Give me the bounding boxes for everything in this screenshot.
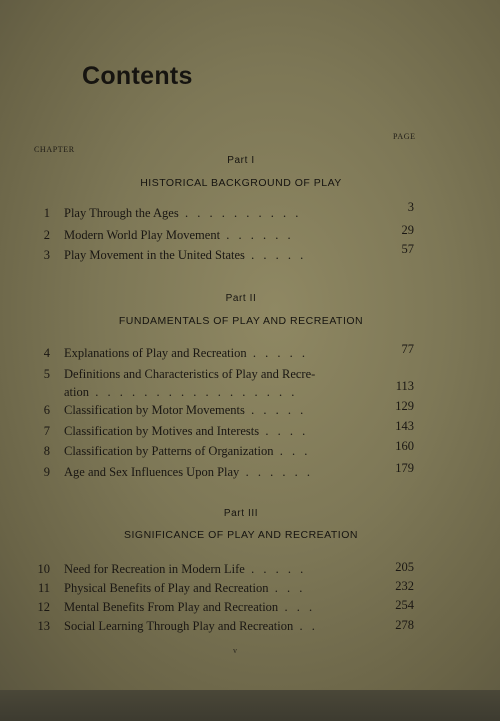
chapter-number: 1: [43, 206, 50, 220]
part-1-title: HISTORICAL BACKGROUND OF PLAY: [140, 177, 342, 189]
chapter-title: Age and Sex Influences Upon Play . . . . . .: [64, 465, 313, 479]
dot-leader: . . . . . . . . . . . . . . . . .: [95, 385, 298, 399]
chapter-title: Social Learning Through Play and Recreation . .: [64, 619, 318, 633]
chapter-page: 129: [395, 399, 414, 413]
chapter-column-label: CHAPTER: [34, 145, 75, 154]
chapter-title: Physical Benefits of Play and Recreation . . .: [64, 581, 306, 595]
dot-leader: . . . . . .: [245, 465, 313, 479]
chapter-page: 179: [395, 461, 414, 475]
chapter-title: Definitions and Characteristics of Play and Recre-: [64, 367, 316, 381]
dot-leader: . . .: [279, 444, 311, 458]
toc-entry-8: [0, 439, 500, 464]
chapter-page: 205: [395, 560, 414, 574]
chapter-number: 2: [43, 228, 50, 242]
toc-entry-2: [0, 223, 500, 248]
chapter-page: 113: [395, 379, 414, 393]
page-signature-mark: v: [233, 646, 237, 655]
chapter-title: Classification by Motives and Interests . . . .: [64, 424, 309, 438]
chapter-title: Modern World Play Movement . . . . . .: [64, 228, 294, 242]
chapter-number: 10: [37, 562, 50, 576]
dot-leader: . . . . . . . . . .: [184, 206, 302, 220]
toc-entry-1: [0, 200, 500, 226]
chapter-title: Mental Benefits From Play and Recreation . . .: [64, 600, 316, 614]
dot-leader: . . .: [284, 600, 316, 614]
chapter-number: 11: [37, 581, 50, 595]
chapter-number: 6: [43, 403, 50, 417]
chapter-page: 77: [401, 342, 414, 356]
chapter-page: 143: [395, 419, 414, 433]
chapter-number: 5: [43, 367, 50, 381]
chapter-number: 8: [43, 444, 50, 458]
page-column-label: PAGE: [393, 132, 416, 141]
chapter-page: 57: [401, 242, 414, 256]
chapter-number: 13: [37, 619, 50, 633]
chapter-title: Classification by Patterns of Organization . . .: [64, 444, 311, 458]
chapter-number: 3: [43, 248, 50, 262]
dot-leader: . . . . .: [252, 346, 308, 360]
chapter-page: 278: [395, 618, 414, 632]
chapter-title: Play Through the Ages . . . . . . . . . .: [64, 206, 302, 220]
chapter-title: Play Movement in the United States . . . . .: [64, 248, 307, 262]
chapter-title: Explanations of Play and Recreation . . . . .: [64, 346, 308, 360]
dot-leader: . . . . .: [251, 403, 307, 417]
toc-entry-10: [0, 562, 500, 582]
chapter-title: Classification by Motor Movements . . . . .: [64, 403, 307, 417]
chapter-page: 254: [395, 598, 414, 612]
part-3-label: Part III: [223, 508, 259, 519]
toc-entry-11: [0, 581, 500, 601]
toc-entry-7: [0, 419, 500, 444]
toc-entry-6: [0, 399, 500, 423]
part-2-title: FUNDAMENTALS OF PLAY AND RECREATION: [118, 315, 364, 327]
chapter-title: Need for Recreation in Modern Life . . . . .: [64, 562, 307, 576]
dot-leader: . . . .: [265, 424, 309, 438]
chapter-page: 3: [407, 200, 414, 214]
dot-leader: . . .: [274, 581, 306, 595]
chapter-page: 29: [401, 223, 414, 237]
chapter-number: 9: [43, 465, 50, 479]
toc-entry-9: [0, 461, 500, 485]
part-3-title: SIGNIFICANCE OF PLAY AND RECREATION: [124, 529, 358, 541]
dot-leader: . . . . .: [251, 562, 307, 576]
toc-entry-5: [0, 367, 500, 387]
toc-entry-4: [0, 342, 500, 366]
dot-leader: . .: [299, 619, 318, 633]
dot-leader: . . . . . .: [226, 228, 294, 242]
chapter-page: 160: [395, 439, 414, 453]
chapter-number: 4: [43, 346, 50, 360]
contents-heading: Contents: [82, 62, 193, 90]
part-2-label: Part II: [225, 293, 257, 304]
toc-entry-3: [0, 242, 500, 268]
background-surface: [0, 690, 500, 721]
toc-entry-12: [0, 600, 500, 620]
dot-leader: . . . . .: [251, 248, 307, 262]
chapter-title-continued: ation . . . . . . . . . . . . . . . . .: [64, 385, 298, 399]
chapter-number: 7: [43, 424, 50, 438]
chapter-page: 232: [395, 579, 414, 593]
toc-entry-5-continued: [0, 379, 500, 405]
chapter-number: 12: [37, 600, 50, 614]
toc-entry-13: [0, 619, 500, 639]
part-1-label: Part I: [227, 155, 255, 166]
